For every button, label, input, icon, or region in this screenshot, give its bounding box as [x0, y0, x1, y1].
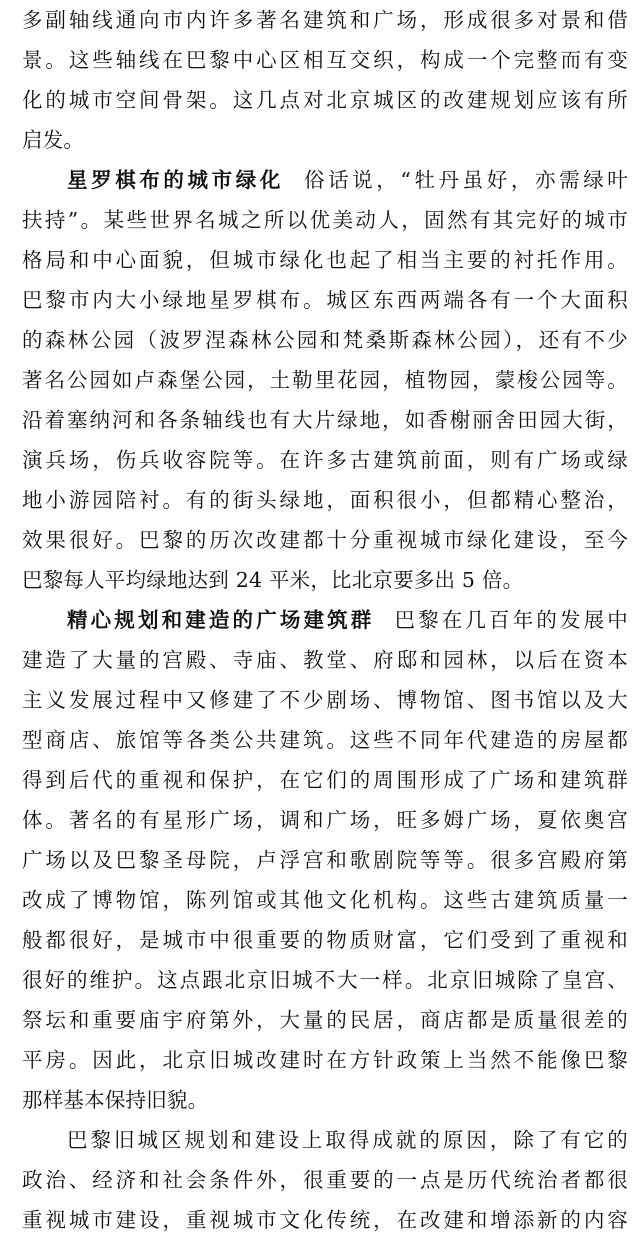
text-run: 俗话说，“牡丹虽好，亦需绿叶 [303, 168, 628, 192]
text-line: 得到后代的重视和保护，在它们的周围形成了广场和建筑群 [22, 768, 628, 792]
section-heading: 星罗棋布的城市绿化 [67, 168, 284, 192]
text-line: 祭坛和重要庙宇府第外，大量的民居，商店都是质量很差的 [22, 1008, 628, 1032]
text-line: 沿着塞纳河和各条轴线也有大片绿地，如香榭丽舍田园大街， [22, 408, 628, 432]
text-line: 很好的维护。这点跟北京旧城不大一样。北京旧城除了皇宫、 [22, 968, 628, 992]
text-line: 扶持”。某些世界名城之所以优美动人，固然有其完好的城市 [22, 208, 628, 232]
text-line: 景。这些轴线在巴黎中心区相互交织，构成一个完整而有变 [22, 48, 628, 72]
text-line: 效果很好。巴黎的历次改建都十分重视城市绿化建设，至今 [22, 528, 628, 552]
text-line: 多副轴线通向市内许多著名建筑和广场，形成很多对景和借 [22, 8, 628, 32]
text-line: 化的城市空间骨架。这几点对北京城区的改建规划应该有所 [22, 88, 628, 112]
text-line: 演兵场，伤兵收容院等。在许多古建筑前面，则有广场或绿 [22, 448, 628, 472]
text-line: 主义发展过程中又修建了不少剧场、博物馆、图书馆以及大 [22, 688, 628, 712]
text-line: 改成了博物馆，陈列馆或其他文化机构。这些古建筑质量一 [22, 888, 628, 912]
text-line: 地小游园陪衬。有的街头绿地，面积很小，但都精心整治， [22, 488, 628, 512]
text-line: 广场以及巴黎圣母院，卢浮宫和歌剧院等等。很多宫殿府第 [22, 848, 628, 872]
text-line: 的森林公园（波罗涅森林公园和梵桑斯森林公园），还有不少 [22, 328, 628, 352]
text-line: 重视城市建设，重视城市文化传统，在改建和增添新的内容 [22, 1208, 628, 1232]
section-heading: 精心规划和建造的广场建筑群 [67, 608, 375, 632]
text-line: 政治、经济和社会条件外，很重要的一点是历代统治者都很 [22, 1168, 628, 1192]
text-line: 格局和中心面貌，但城市绿化也起了相当主要的衬托作用。 [22, 248, 628, 272]
text-line: 巴黎每人平均绿地达到 24 平米，比北京要多出 5 倍。 [22, 568, 524, 592]
paragraph-first-line [22, 600, 628, 640]
text-line: 启发。 [22, 128, 85, 152]
text-run: 巴黎旧城区规划和建设上取得成就的原因，除了有它的 [67, 1128, 628, 1152]
text-line: 巴黎市内大小绿地星罗棋布。城区东西两端各有一个大面积 [22, 288, 628, 312]
paragraph-first-line [22, 1120, 628, 1160]
text-line: 型商店、旅馆等各类公共建筑。这些不同年代建造的房屋都 [22, 728, 628, 752]
text-line: 著名公园如卢森堡公园，土勒里花园，植物园，蒙梭公园等。 [22, 368, 628, 392]
text-run: 巴黎在几百年的发展中 [394, 608, 628, 632]
text-line: 般都很好，是城市中很重要的物质财富，它们受到了重视和 [22, 928, 628, 952]
paragraph-first-line [22, 160, 628, 200]
text-line: 体。著名的有星形广场，调和广场，旺多姆广场，夏依奥宫 [22, 808, 628, 832]
text-line: 建造了大量的宫殿、寺庙、教堂、府邸和园林，以后在资本 [22, 648, 628, 672]
text-line: 平房。因此，北京旧城改建时在方针政策上当然不能像巴黎 [22, 1048, 628, 1072]
text-line: 那样基本保持旧貌。 [22, 1088, 209, 1112]
